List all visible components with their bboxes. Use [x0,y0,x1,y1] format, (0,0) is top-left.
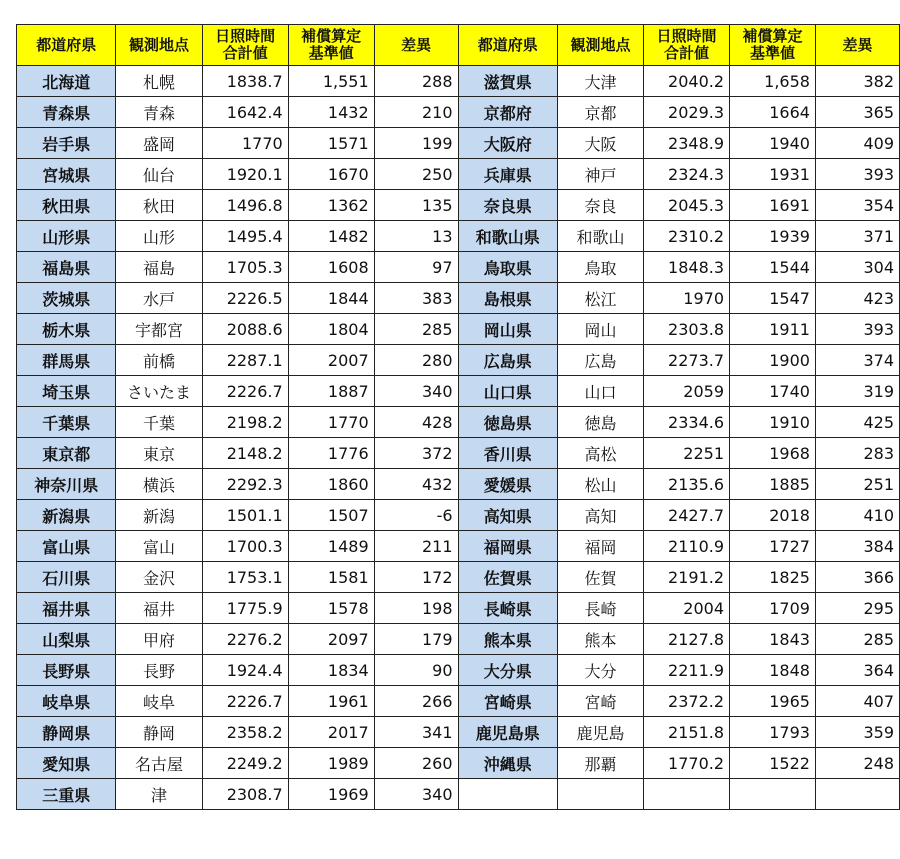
standard-value-cell: 1969 [288,779,374,810]
table-row [17,159,900,190]
sunshine-total-cell: 2088.6 [202,314,288,345]
standard-value-cell: 1547 [730,283,816,314]
sunshine-total-cell: 2348.9 [643,128,729,159]
site-cell: 福岡 [558,531,644,562]
site-cell: 静岡 [116,717,202,748]
prefecture-cell: 徳島県 [458,407,557,438]
difference-cell: 393 [815,314,899,345]
header-site: 観測地点 [558,25,644,66]
standard-value-cell: 1432 [288,97,374,128]
standard-value-cell: 1965 [730,686,816,717]
sunshine-total-cell: 2226.7 [202,376,288,407]
standard-value-cell: 1608 [288,252,374,283]
difference-cell: 319 [815,376,899,407]
standard-value-cell: 1770 [288,407,374,438]
sunshine-total-cell: 2334.6 [643,407,729,438]
difference-cell: 199 [374,128,458,159]
sunshine-total-cell: 2004 [643,593,729,624]
prefecture-cell: 福岡県 [458,531,557,562]
site-cell: 神戸 [558,159,644,190]
difference-cell: 248 [815,748,899,779]
sunshine-total-cell: 1770.2 [643,748,729,779]
difference-cell: 428 [374,407,458,438]
prefecture-cell: 香川県 [458,438,557,469]
standard-value-cell: 2097 [288,624,374,655]
sunshine-total-cell: 1753.1 [202,562,288,593]
difference-cell: 295 [815,593,899,624]
standard-value-cell: 1664 [730,97,816,128]
site-cell: 大阪 [558,128,644,159]
difference-cell: 198 [374,593,458,624]
sunshine-total-cell: 2040.2 [643,66,729,97]
standard-value-cell: 2017 [288,717,374,748]
sunshine-total-cell: 2273.7 [643,345,729,376]
standard-value-cell: 1507 [288,500,374,531]
header-standard [730,25,816,66]
prefecture-cell: 鳥取県 [458,252,557,283]
sunshine-total-cell: 2292.3 [202,469,288,500]
difference-cell: 280 [374,345,458,376]
prefecture-cell: 熊本県 [458,624,557,655]
sunshine-total-cell: 2287.1 [202,345,288,376]
standard-value-cell: 1793 [730,717,816,748]
difference-cell: 425 [815,407,899,438]
site-cell: 仙台 [116,159,202,190]
sunshine-total-cell: 1770 [202,128,288,159]
site-cell: 長崎 [558,593,644,624]
standard-value-cell: 1489 [288,531,374,562]
site-cell: 甲府 [116,624,202,655]
site-cell: 千葉 [116,407,202,438]
sunshine-total-cell: 2249.2 [202,748,288,779]
site-cell: 札幌 [116,66,202,97]
prefecture-cell: 三重県 [17,779,116,810]
difference-cell: 354 [815,190,899,221]
sunshine-total-cell: 1496.8 [202,190,288,221]
standard-value-cell: 1843 [730,624,816,655]
standard-value-cell: 2018 [730,500,816,531]
difference-cell: 364 [815,655,899,686]
prefecture-cell: 神奈川県 [17,469,116,500]
prefecture-cell: 長崎県 [458,593,557,624]
sunshine-total-cell: 2310.2 [643,221,729,252]
site-cell: 水戸 [116,283,202,314]
prefecture-cell: 茨城県 [17,283,116,314]
table-row [17,469,900,500]
sunshine-total-cell: 2251 [643,438,729,469]
prefecture-cell: 佐賀県 [458,562,557,593]
standard-value-cell: 1581 [288,562,374,593]
prefecture-cell: 福島県 [17,252,116,283]
sunshine-total-cell: 2276.2 [202,624,288,655]
header-diff: 差異 [374,25,458,66]
standard-value-cell: 1544 [730,252,816,283]
prefecture-cell: 愛媛県 [458,469,557,500]
prefecture-cell: 滋賀県 [458,66,557,97]
sunshine-total-cell: 1700.3 [202,531,288,562]
difference-cell: 423 [815,283,899,314]
prefecture-cell: 東京都 [17,438,116,469]
site-cell: 那覇 [558,748,644,779]
prefecture-cell: 山梨県 [17,624,116,655]
sunshine-total-cell: 1501.1 [202,500,288,531]
standard-value-cell: 1848 [730,655,816,686]
site-cell: 熊本 [558,624,644,655]
standard-value-cell: 1,551 [288,66,374,97]
sunshine-total-cell: 2211.9 [643,655,729,686]
site-cell: 盛岡 [116,128,202,159]
sunshine-total-cell: 1848.3 [643,252,729,283]
standard-value-cell: 1482 [288,221,374,252]
sunshine-total-cell: 1642.4 [202,97,288,128]
standard-value-cell: 1,658 [730,66,816,97]
prefecture-cell: 愛知県 [17,748,116,779]
standard-value-cell: 1989 [288,748,374,779]
standard-value-cell: 1727 [730,531,816,562]
table-row [17,562,900,593]
header-standard-line1: 補償算定 [301,27,362,45]
prefecture-cell: 群馬県 [17,345,116,376]
sunshine-total-cell: 2198.2 [202,407,288,438]
header-sunshine-line2: 合計値 [222,44,268,62]
prefecture-cell: 秋田県 [17,190,116,221]
sunshine-total-cell: 2226.5 [202,283,288,314]
sunshine-total-cell: 2191.2 [643,562,729,593]
site-cell: 宮崎 [558,686,644,717]
prefecture-cell: 栃木県 [17,314,116,345]
site-cell: 広島 [558,345,644,376]
site-cell: 青森 [116,97,202,128]
table-row [17,221,900,252]
difference-cell: 283 [815,438,899,469]
difference-cell: 341 [374,717,458,748]
header-standard-line1: 補償算定 [742,27,803,45]
standard-value-cell: 1844 [288,283,374,314]
header-prefecture: 都道府県 [458,25,557,66]
difference-cell: -6 [374,500,458,531]
table-row [17,624,900,655]
prefecture-cell: 千葉県 [17,407,116,438]
prefecture-cell: 宮崎県 [458,686,557,717]
empty-cell [815,779,899,810]
header-sunshine-line2: 合計値 [663,44,709,62]
site-cell: 金沢 [116,562,202,593]
site-cell: 松山 [558,469,644,500]
prefecture-cell: 埼玉県 [17,376,116,407]
header-site: 観測地点 [116,25,202,66]
table-row [17,531,900,562]
header-standard-line2: 基準値 [749,44,795,62]
sunshine-table-container [16,24,900,810]
standard-value-cell: 1709 [730,593,816,624]
sunshine-total-cell: 2324.3 [643,159,729,190]
difference-cell: 371 [815,221,899,252]
site-cell: 東京 [116,438,202,469]
site-cell: 新潟 [116,500,202,531]
difference-cell: 211 [374,531,458,562]
table-row [17,314,900,345]
empty-cell [558,779,644,810]
sunshine-total-cell: 2045.3 [643,190,729,221]
standard-value-cell: 1804 [288,314,374,345]
site-cell: 大津 [558,66,644,97]
sunshine-total-cell: 1775.9 [202,593,288,624]
header-sunshine-line1: 日照時間 [215,27,276,45]
site-cell: 宇都宮 [116,314,202,345]
standard-value-cell: 1740 [730,376,816,407]
header-sunshine [202,25,288,66]
prefecture-cell: 宮城県 [17,159,116,190]
table-row [17,655,900,686]
sunshine-total-cell: 2151.8 [643,717,729,748]
difference-cell: 266 [374,686,458,717]
difference-cell: 383 [374,283,458,314]
table-row [17,500,900,531]
sunshine-total-cell: 2127.8 [643,624,729,655]
header-standard [288,25,374,66]
site-cell: 徳島 [558,407,644,438]
table-row [17,97,900,128]
prefecture-cell: 石川県 [17,562,116,593]
prefecture-cell: 岩手県 [17,128,116,159]
difference-cell: 179 [374,624,458,655]
sunshine-total-cell: 2427.7 [643,500,729,531]
site-cell: さいたま [116,376,202,407]
site-cell: 鹿児島 [558,717,644,748]
difference-cell: 251 [815,469,899,500]
sunshine-total-cell: 2135.6 [643,469,729,500]
site-cell: 福井 [116,593,202,624]
header-diff: 差異 [815,25,899,66]
site-cell: 福島 [116,252,202,283]
difference-cell: 135 [374,190,458,221]
difference-cell: 372 [374,438,458,469]
difference-cell: 407 [815,686,899,717]
standard-value-cell: 1940 [730,128,816,159]
sunshine-total-cell: 1970 [643,283,729,314]
standard-value-cell: 1887 [288,376,374,407]
site-cell: 佐賀 [558,562,644,593]
site-cell: 山形 [116,221,202,252]
site-cell: 大分 [558,655,644,686]
difference-cell: 409 [815,128,899,159]
standard-value-cell: 1860 [288,469,374,500]
prefecture-cell: 福井県 [17,593,116,624]
table-row [17,190,900,221]
difference-cell: 260 [374,748,458,779]
difference-cell: 288 [374,66,458,97]
sunshine-total-cell: 1920.1 [202,159,288,190]
difference-cell: 432 [374,469,458,500]
standard-value-cell: 1910 [730,407,816,438]
standard-value-cell: 1968 [730,438,816,469]
standard-value-cell: 1776 [288,438,374,469]
difference-cell: 285 [374,314,458,345]
site-cell: 長野 [116,655,202,686]
prefecture-cell: 高知県 [458,500,557,531]
header-prefecture: 都道府県 [17,25,116,66]
sunshine-total-cell: 2059 [643,376,729,407]
standard-value-cell: 1939 [730,221,816,252]
sunshine-total-cell: 1705.3 [202,252,288,283]
standard-value-cell: 1931 [730,159,816,190]
difference-cell: 250 [374,159,458,190]
table-row [17,345,900,376]
site-cell: 津 [116,779,202,810]
difference-cell: 172 [374,562,458,593]
prefecture-cell: 新潟県 [17,500,116,531]
table-row [17,283,900,314]
standard-value-cell: 1834 [288,655,374,686]
prefecture-cell: 山口県 [458,376,557,407]
site-cell: 鳥取 [558,252,644,283]
prefecture-cell: 静岡県 [17,717,116,748]
site-cell: 岐阜 [116,686,202,717]
sunshine-total-cell: 1924.4 [202,655,288,686]
table-row [17,128,900,159]
difference-cell: 340 [374,779,458,810]
difference-cell: 90 [374,655,458,686]
standard-value-cell: 1825 [730,562,816,593]
standard-value-cell: 1571 [288,128,374,159]
table-row [17,686,900,717]
standard-value-cell: 1961 [288,686,374,717]
prefecture-cell: 鹿児島県 [458,717,557,748]
difference-cell: 340 [374,376,458,407]
site-cell: 富山 [116,531,202,562]
sunshine-total-cell: 2110.9 [643,531,729,562]
difference-cell: 374 [815,345,899,376]
standard-value-cell: 1885 [730,469,816,500]
site-cell: 高知 [558,500,644,531]
site-cell: 横浜 [116,469,202,500]
prefecture-cell: 北海道 [17,66,116,97]
prefecture-cell: 長野県 [17,655,116,686]
standard-value-cell: 1691 [730,190,816,221]
standard-value-cell: 2007 [288,345,374,376]
standard-value-cell: 1578 [288,593,374,624]
sunshine-total-cell: 1838.7 [202,66,288,97]
sunshine-total-cell: 2303.8 [643,314,729,345]
table-row [17,779,900,810]
difference-cell: 365 [815,97,899,128]
table-body [17,66,900,810]
prefecture-cell: 青森県 [17,97,116,128]
table-row [17,376,900,407]
prefecture-cell: 島根県 [458,283,557,314]
difference-cell: 366 [815,562,899,593]
difference-cell: 410 [815,500,899,531]
header-sunshine [643,25,729,66]
standard-value-cell: 1900 [730,345,816,376]
site-cell: 秋田 [116,190,202,221]
prefecture-cell: 兵庫県 [458,159,557,190]
standard-value-cell: 1911 [730,314,816,345]
prefecture-cell: 京都府 [458,97,557,128]
header-row [17,25,900,66]
sunshine-total-cell: 2029.3 [643,97,729,128]
empty-cell [458,779,557,810]
prefecture-cell: 山形県 [17,221,116,252]
header-standard-line2: 基準値 [308,44,354,62]
table-row [17,748,900,779]
difference-cell: 210 [374,97,458,128]
table-row [17,593,900,624]
sunshine-total-cell: 1495.4 [202,221,288,252]
site-cell: 岡山 [558,314,644,345]
difference-cell: 97 [374,252,458,283]
difference-cell: 382 [815,66,899,97]
site-cell: 高松 [558,438,644,469]
prefecture-cell: 富山県 [17,531,116,562]
prefecture-cell: 岡山県 [458,314,557,345]
sunshine-total-cell: 2226.7 [202,686,288,717]
difference-cell: 384 [815,531,899,562]
sunshine-total-cell: 2148.2 [202,438,288,469]
site-cell: 和歌山 [558,221,644,252]
table-row [17,252,900,283]
site-cell: 山口 [558,376,644,407]
table-row [17,407,900,438]
prefecture-cell: 和歌山県 [458,221,557,252]
standard-value-cell: 1670 [288,159,374,190]
sunshine-compensation-table [16,24,900,810]
prefecture-cell: 大阪府 [458,128,557,159]
site-cell: 前橋 [116,345,202,376]
site-cell: 奈良 [558,190,644,221]
table-row [17,717,900,748]
empty-cell [643,779,729,810]
header-sunshine-line1: 日照時間 [656,27,717,45]
prefecture-cell: 大分県 [458,655,557,686]
difference-cell: 285 [815,624,899,655]
prefecture-cell: 岐阜県 [17,686,116,717]
table-row [17,66,900,97]
prefecture-cell: 奈良県 [458,190,557,221]
site-cell: 松江 [558,283,644,314]
standard-value-cell: 1522 [730,748,816,779]
site-cell: 京都 [558,97,644,128]
sunshine-total-cell: 2372.2 [643,686,729,717]
empty-cell [730,779,816,810]
difference-cell: 13 [374,221,458,252]
table-row [17,438,900,469]
standard-value-cell: 1362 [288,190,374,221]
difference-cell: 359 [815,717,899,748]
prefecture-cell: 沖縄県 [458,748,557,779]
prefecture-cell: 広島県 [458,345,557,376]
sunshine-total-cell: 2308.7 [202,779,288,810]
site-cell: 名古屋 [116,748,202,779]
difference-cell: 393 [815,159,899,190]
sunshine-total-cell: 2358.2 [202,717,288,748]
difference-cell: 304 [815,252,899,283]
